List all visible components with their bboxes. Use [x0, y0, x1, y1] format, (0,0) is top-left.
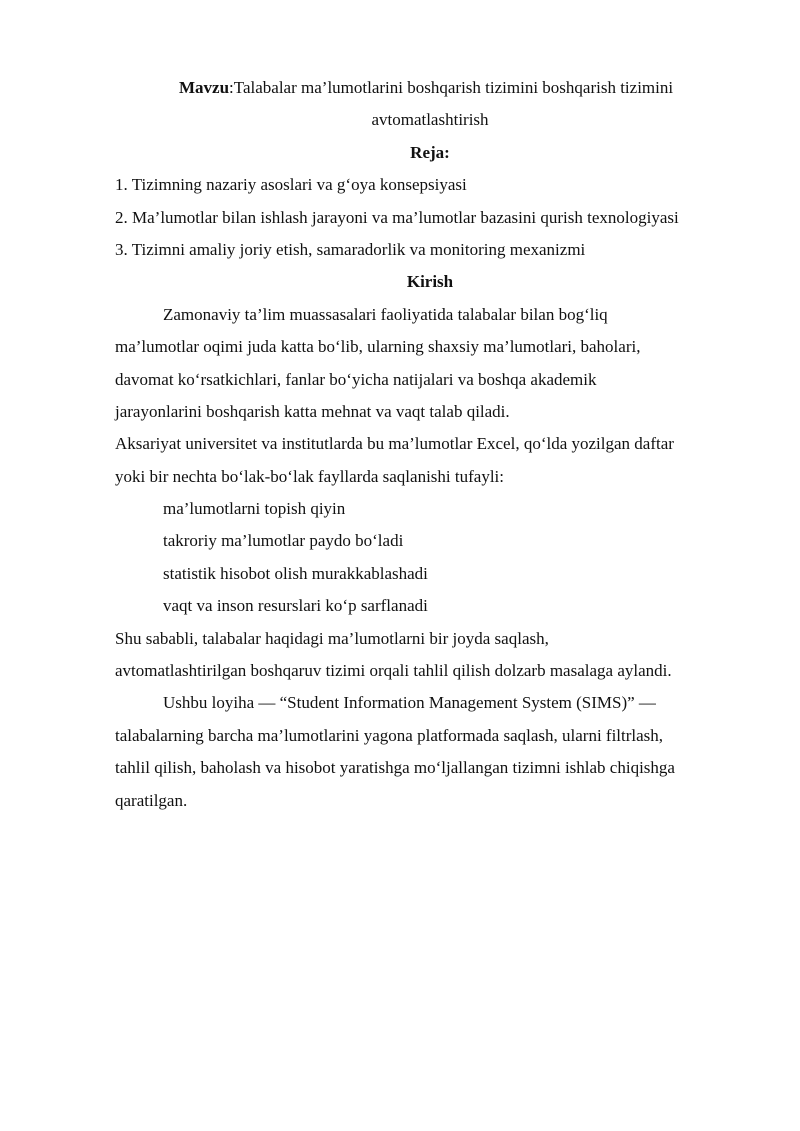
- paragraph-line: Aksariyat universitet va institutlarda bu ma’lumotlar Excel, qo‘lda yozilgan daftar: [115, 434, 674, 454]
- list-item: takroriy ma’lumotlar paydo bo‘ladi: [163, 531, 404, 551]
- topic-line: [115, 72, 745, 104]
- paragraph-line: davomat ko‘rsatkichlari, fanlar bo‘yicha natijalari va boshqa akademik: [115, 369, 597, 389]
- plan-item: 3. Tizimni amaliy joriy etish, samaradorlik va monitoring mexanizmi: [115, 239, 586, 259]
- paragraph-line: Shu sababli, talabalar haqidagi ma’lumotlarni bir joyda saqlash,: [115, 628, 549, 648]
- topic-text-continued: avtomatlashtirish: [371, 110, 489, 130]
- paragraph-line: ma’lumotlar oqimi juda katta bo‘lib, ularning shaxsiy ma’lumotlari, baholari,: [115, 337, 641, 357]
- list-item: ma’lumotlarni topish qiyin: [163, 499, 346, 519]
- paragraph-line: yoki bir nechta bo‘lak-bo‘lak fayllarda saqlanishi tufayli:: [115, 466, 504, 486]
- plan-item: 1. Tizimning nazariy asoslari va g‘oya konsepsiyasi: [115, 175, 467, 195]
- paragraph-line: qaratilgan.: [115, 790, 188, 810]
- topic-separator: :: [229, 78, 234, 97]
- paragraph-line: tahlil qilish, baholash va hisobot yaratishga mo‘ljallangan tizimni ishlab chiqishga: [115, 758, 675, 778]
- intro-heading: Kirish: [406, 272, 454, 292]
- paragraph-line: jarayonlarini boshqarish katta mehnat va vaqt talab qiladi.: [115, 401, 510, 421]
- paragraph-line: Zamonaviy ta’lim muassasalari faoliyatida talabalar bilan bog‘liq: [163, 304, 608, 324]
- document-page: [115, 72, 745, 817]
- plan-item: 2. Ma’lumotlar bilan ishlash jarayoni va ma’lumotlar bazasini qurish texnologiyasi: [115, 207, 679, 227]
- paragraph-line: Ushbu loyiha — “Student Information Management System (SIMS)” —: [163, 693, 656, 713]
- paragraph-line: avtomatlashtirilgan boshqaruv tizimi orqali tahlil qilish dolzarb masalaga aylandi.: [115, 661, 672, 681]
- plan-heading: Reja:: [410, 142, 450, 162]
- topic-label: Mavzu: [179, 78, 230, 97]
- topic-text: Talabalar ma’lumotlarini boshqarish tizimini boshqarish tizimini: [233, 78, 674, 97]
- list-item: vaqt va inson resurslari ko‘p sarflanadi: [163, 596, 428, 616]
- list-item: statistik hisobot olish murakkablashadi: [163, 563, 428, 583]
- paragraph-line: talabalarning barcha ma’lumotlarini yagona platformada saqlash, ularni filtrlash,: [115, 725, 664, 745]
